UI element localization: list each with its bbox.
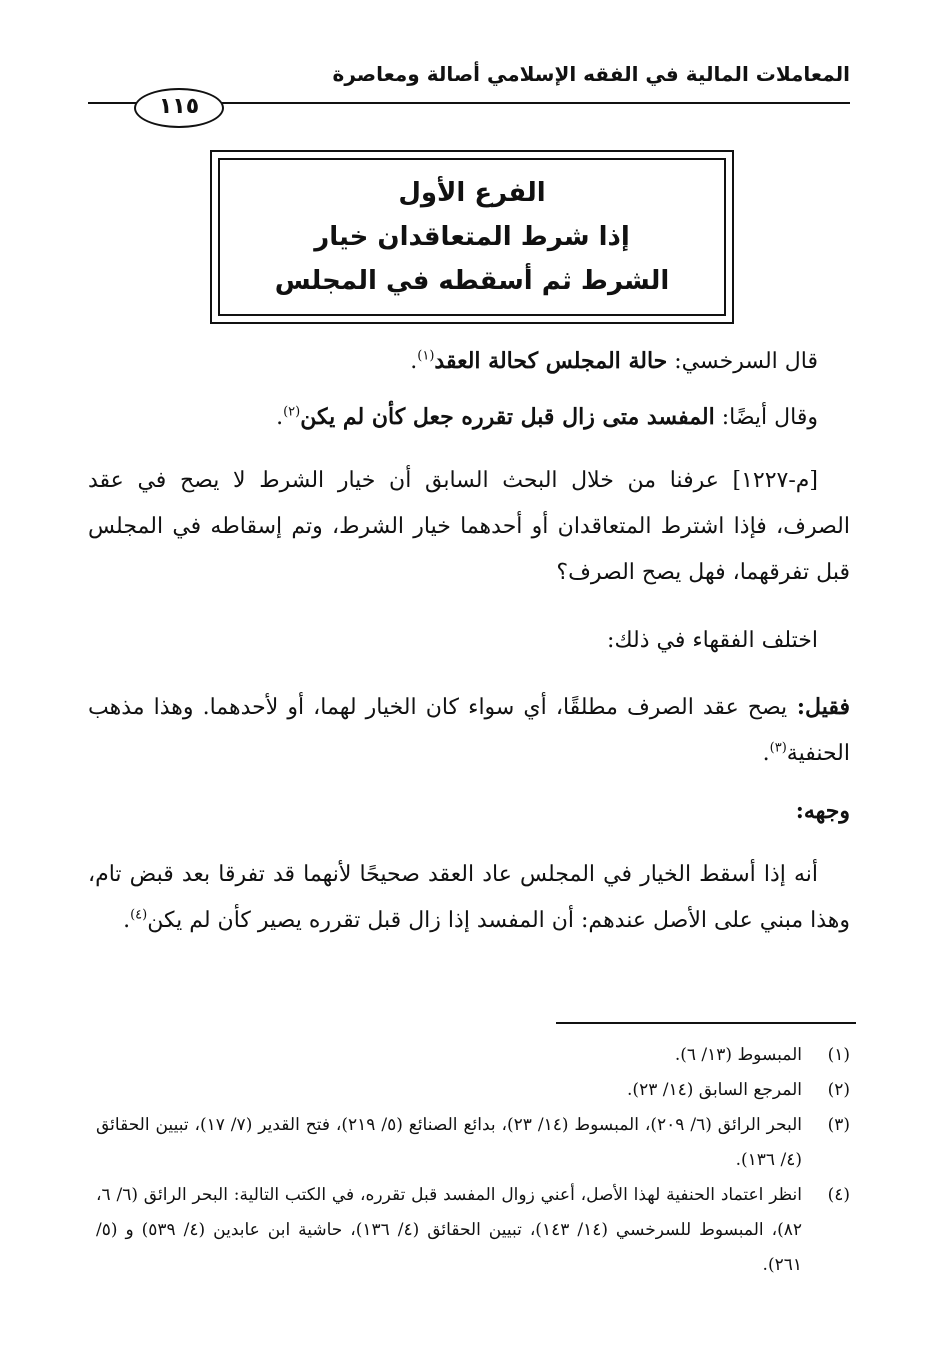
paragraph-lead: وقال أيضًا: [714, 405, 818, 430]
section-title-line-2: إذا شرط المتعاقدان خيار [314, 222, 630, 252]
footnote-text: انظر اعتماد الحنفية لهذا الأصل، أعني زوال المفسد قبل تقرره، في الكتب التالية: البحر الرائق (٦/ ٦، ٨٢)، المبسوط للسرخسي (١٤/ ١٤٣)، تبيين الحقائق (٤/ ١٣٦)، حاشية ابن عابدين (٤/ ٥٣٩) و (٥/ ٢٦١). [96, 1185, 802, 1275]
footnote-ref-2: (٢) [283, 404, 301, 420]
footnote-number: (٤) [827, 1185, 850, 1205]
section-title-inner-frame [218, 158, 726, 316]
footnote-item [96, 1073, 850, 1108]
running-head-title: المعاملات المالية في الفقه الإسلامي أصالة ومعاصرة [332, 62, 850, 86]
footnote-ref-1: (١) [417, 348, 435, 364]
paragraph-reasoning-heading: وجهه: [795, 798, 850, 824]
paragraph-first-opinion [88, 684, 850, 777]
footnote-number: (٢) [827, 1080, 850, 1100]
paragraph-sarakhsi-quote-1 [88, 338, 850, 385]
footnote-ref-4: (٤) [130, 907, 148, 923]
footnote-text: المبسوط (١٣/ ٦). [674, 1045, 802, 1065]
footnote-text: البحر الرائق (٦/ ٢٠٩)، المبسوط (١٤/ ٢٣)، بدائع الصنائع (٥/ ٢١٩)، فتح القدير (٧/ ١٧)، تبيين الحقائق (٤/ ١٣٦). [96, 1115, 803, 1170]
quote-text: حالة المجلس كحالة العقد [434, 348, 668, 374]
opinion-text: يصح عقد الصرف مطلقًا، أي سواء كان الخيار لهما، أو لأحدهما. وهذا مذهب الحنفية [88, 695, 850, 766]
period: . [276, 405, 284, 430]
period: . [410, 349, 418, 374]
footnote-number: (١) [827, 1045, 850, 1065]
footnote-text: المرجع السابق (١٤/ ٢٣). [627, 1080, 802, 1100]
footnote-ref-3: (٣) [769, 740, 787, 756]
paragraph-issue: [م-١٢٢٧] عرفنا من خلال البحث السابق أن خيار الشرط لا يصح في عقد الصرف، فإذا اشترط المتعاقدان أو أحدهما خيار الشرط، وتم إسقاطه في المجلس قبل تفرقهما، فهل يصح الصرف؟ [88, 468, 850, 585]
section-title-line-3: الشرط ثم أسقطه في المجلس [274, 266, 670, 296]
section-title-line-1: الفرع الأول [398, 178, 546, 208]
footnote-item [96, 1108, 850, 1178]
paragraph-reasoning [88, 852, 850, 944]
footnote-item [96, 1038, 850, 1073]
opinion-lead: فقيل: [787, 694, 850, 720]
period: . [762, 741, 770, 766]
paragraph-sarakhsi-quote-2 [88, 394, 850, 441]
section-title-box [210, 150, 734, 324]
paragraph-disagreement: اختلف الفقهاء في ذلك: [607, 628, 818, 653]
footnote-item [96, 1178, 850, 1283]
footnote-number: (٣) [827, 1115, 850, 1135]
period: . [123, 908, 131, 933]
quote-text: المفسد متى زال قبل تقرره جعل كأن لم يكن [300, 404, 715, 430]
footnote-separator [556, 1022, 856, 1024]
footnotes [96, 1038, 850, 1283]
page-number: ١١٥ [134, 88, 224, 128]
paragraph-lead: قال السرخسي: [667, 349, 818, 374]
reasoning-text: أنه إذا أسقط الخيار في المجلس عاد العقد صحيحًا لأنهما قد تفرقا بعد قبض تام، وهذا مبني على الأصل عندهم: أن المفسد إذا زال قبل تقرره يصير كأن لم يكن [88, 862, 850, 933]
